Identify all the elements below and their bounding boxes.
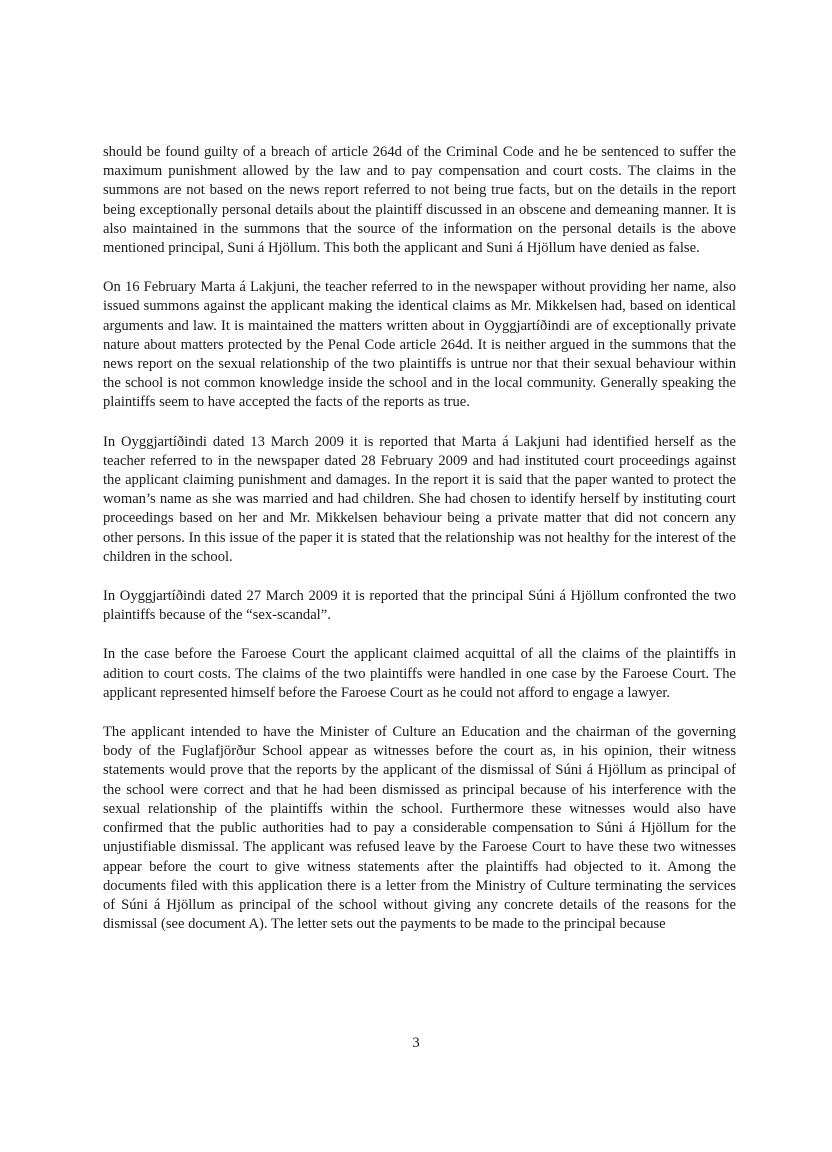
paragraph-1: should be found guilty of a breach of article 264d of the Criminal Code and he be sentenced to suffer the maximum punishment allowed by the law and to pay compensation and court costs. The claims in the summons are not based on the news report referred to not being true facts, but on the details in the report being exceptionally personal details about the plaintiff discussed in an obscene and demeaning manner. It is also maintained in the summons that the source of the information on the personal details is the above mentioned principal, Suni á Hjöllum. This both the applicant and Suni á Hjöllum have denied as false. [103, 144, 736, 257]
paragraph-2: On 16 February Marta á Lakjuni, the teacher referred to in the newspaper without providing her name, also issued summons against the applicant making the identical claims as Mr. Mikkelsen had, based on identical arguments and law. It is maintained the matters written about in Oyggjartíðindi are of exceptionally private nature about matters protected by the Penal Code article 264d. It is neither argued in the summons that the news report on the sexual relationship of the two plaintiffs is untrue nor that their sexual behaviour within the school is not common knowledge inside the school and in the local community. Generally speaking the plaintiffs seem to have accepted the facts of the reports as true. [103, 279, 736, 411]
paragraph-4: In Oyggjartíðindi dated 27 March 2009 it is reported that the principal Súni á Hjöllum confronted the two plaintiffs because of the “sex-scandal”. [103, 588, 736, 624]
paragraph-3: In Oyggjartíðindi dated 13 March 2009 it is reported that Marta á Lakjuni had identified herself as the teacher referred to in the newspaper dated 28 February 2009 and had instituted court proceedings against the applicant claiming punishment and damages. In the report it is said that the paper wanted to protect the woman’s name as she was married and had children. She had chosen to identify herself by instituting court proceedings based on her and Mr. Mikkelsen behaviour being a private matter that did not concern any other persons. In this issue of the paper it is stated that the relationship was not healthy for the interest of the children in the school. [103, 433, 736, 565]
paragraph-6: The applicant intended to have the Minister of Culture an Education and the chairman of the governing body of the Fuglafjörður School appear as witnesses before the court as, in his opinion, their witness statements would prove that the reports by the applicant of the dismissal of Súni á Hjöllum as principal of the school were correct and that he had been dismissed as principal because of his interference with the sexual relationship of the plaintiffs within the school. Furthermore these witnesses would also have confirmed that the public authorities had to pay a considerable compensation to Súni á Hjöllum for the unjustifiable dismissal. The applicant was refused leave by the Faroese Court to have these two witnesses appear before the court to give witness statements after the plaintiffs had objected to it. Among the documents filed with this application there is a letter from the Ministry of Culture terminating the services of Súni á Hjöllum as principal of the school without giving any concrete details of the reasons for the dismissal (see document A). The letter sets out the payments to be made to the principal because [103, 724, 736, 933]
paragraph-5: In the case before the Faroese Court the applicant claimed acquittal of all the claims of the plaintiffs in adition to court costs. The claims of the two plaintiffs were handled in one case by the Faroese Court. The applicant represented himself before the Faroese Court as he could not afford to engage a lawyer. [103, 646, 736, 701]
body-text [103, 143, 736, 954]
page-number: 3 [412, 1035, 420, 1051]
